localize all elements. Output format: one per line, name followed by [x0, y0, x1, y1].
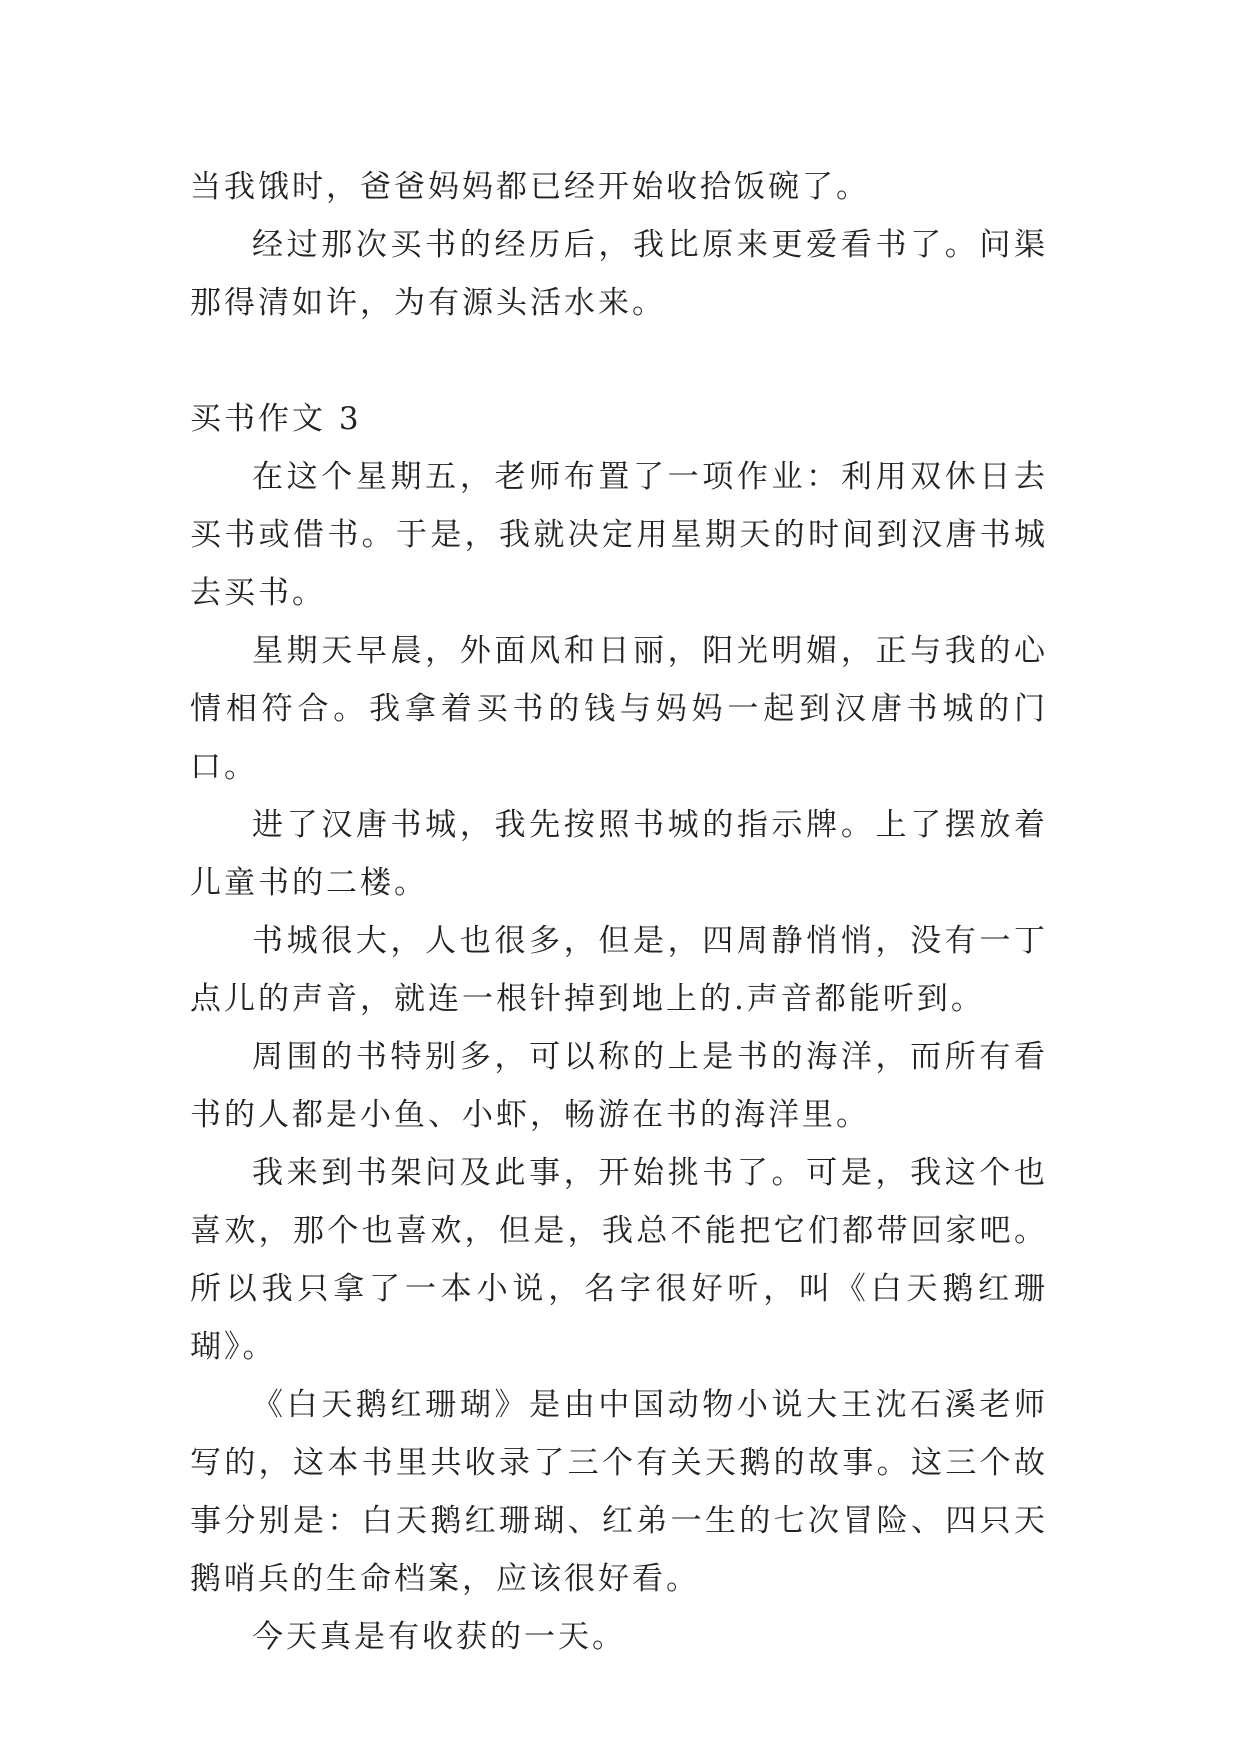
body-paragraph: 在这个星期五，老师布置了一项作业：利用双休日去买书或借书。于是，我就决定用星期天的时间到汉唐书城去买书。: [190, 459, 1048, 611]
document-body: [190, 158, 1048, 1666]
body-paragraph: 我来到书架问及此事，开始挑书了。可是，我这个也喜欢，那个也喜欢，但是，我总不能把它们都带回家吧。所以我只拿了一本小说，名字很好听，叫《白天鹅红珊瑚》。: [190, 1155, 1048, 1365]
body-paragraph: 书城很大，人也很多，但是，四周静悄悄，没有一丁点儿的声音，就连一根针掉到地上的.声音都能听到。: [190, 923, 1048, 1017]
body-paragraph: 进了汉唐书城，我先按照书城的指示牌。上了摆放着儿童书的二楼。: [190, 807, 1048, 901]
body-paragraph: 星期天早晨，外面风和日丽，阳光明媚，正与我的心情相符合。我拿着买书的钱与妈妈一起到汉唐书城的门口。: [190, 633, 1048, 785]
body-paragraph: 今天真是有收获的一天。: [252, 1619, 626, 1655]
body-paragraph: 《白天鹅红珊瑚》是由中国动物小说大王沈石溪老师写的，这本书里共收录了三个有关天鹅的故事。这三个故事分别是：白天鹅红珊瑚、红弟一生的七次冒险、四只天鹅哨兵的生命档案，应该很好看。: [190, 1387, 1048, 1597]
section-title: 买书作文 3: [190, 401, 362, 437]
closing-paragraph: 经过那次买书的经历后，我比原来更爱看书了。问渠那得清如许，为有源头活水来。: [190, 227, 1048, 321]
body-paragraph: 周围的书特别多，可以称的上是书的海洋，而所有看书的人都是小鱼、小虾，畅游在书的海洋里。: [190, 1039, 1048, 1133]
continuation-paragraph: 当我饿时，爸爸妈妈都已经开始收拾饭碗了。: [190, 169, 870, 205]
